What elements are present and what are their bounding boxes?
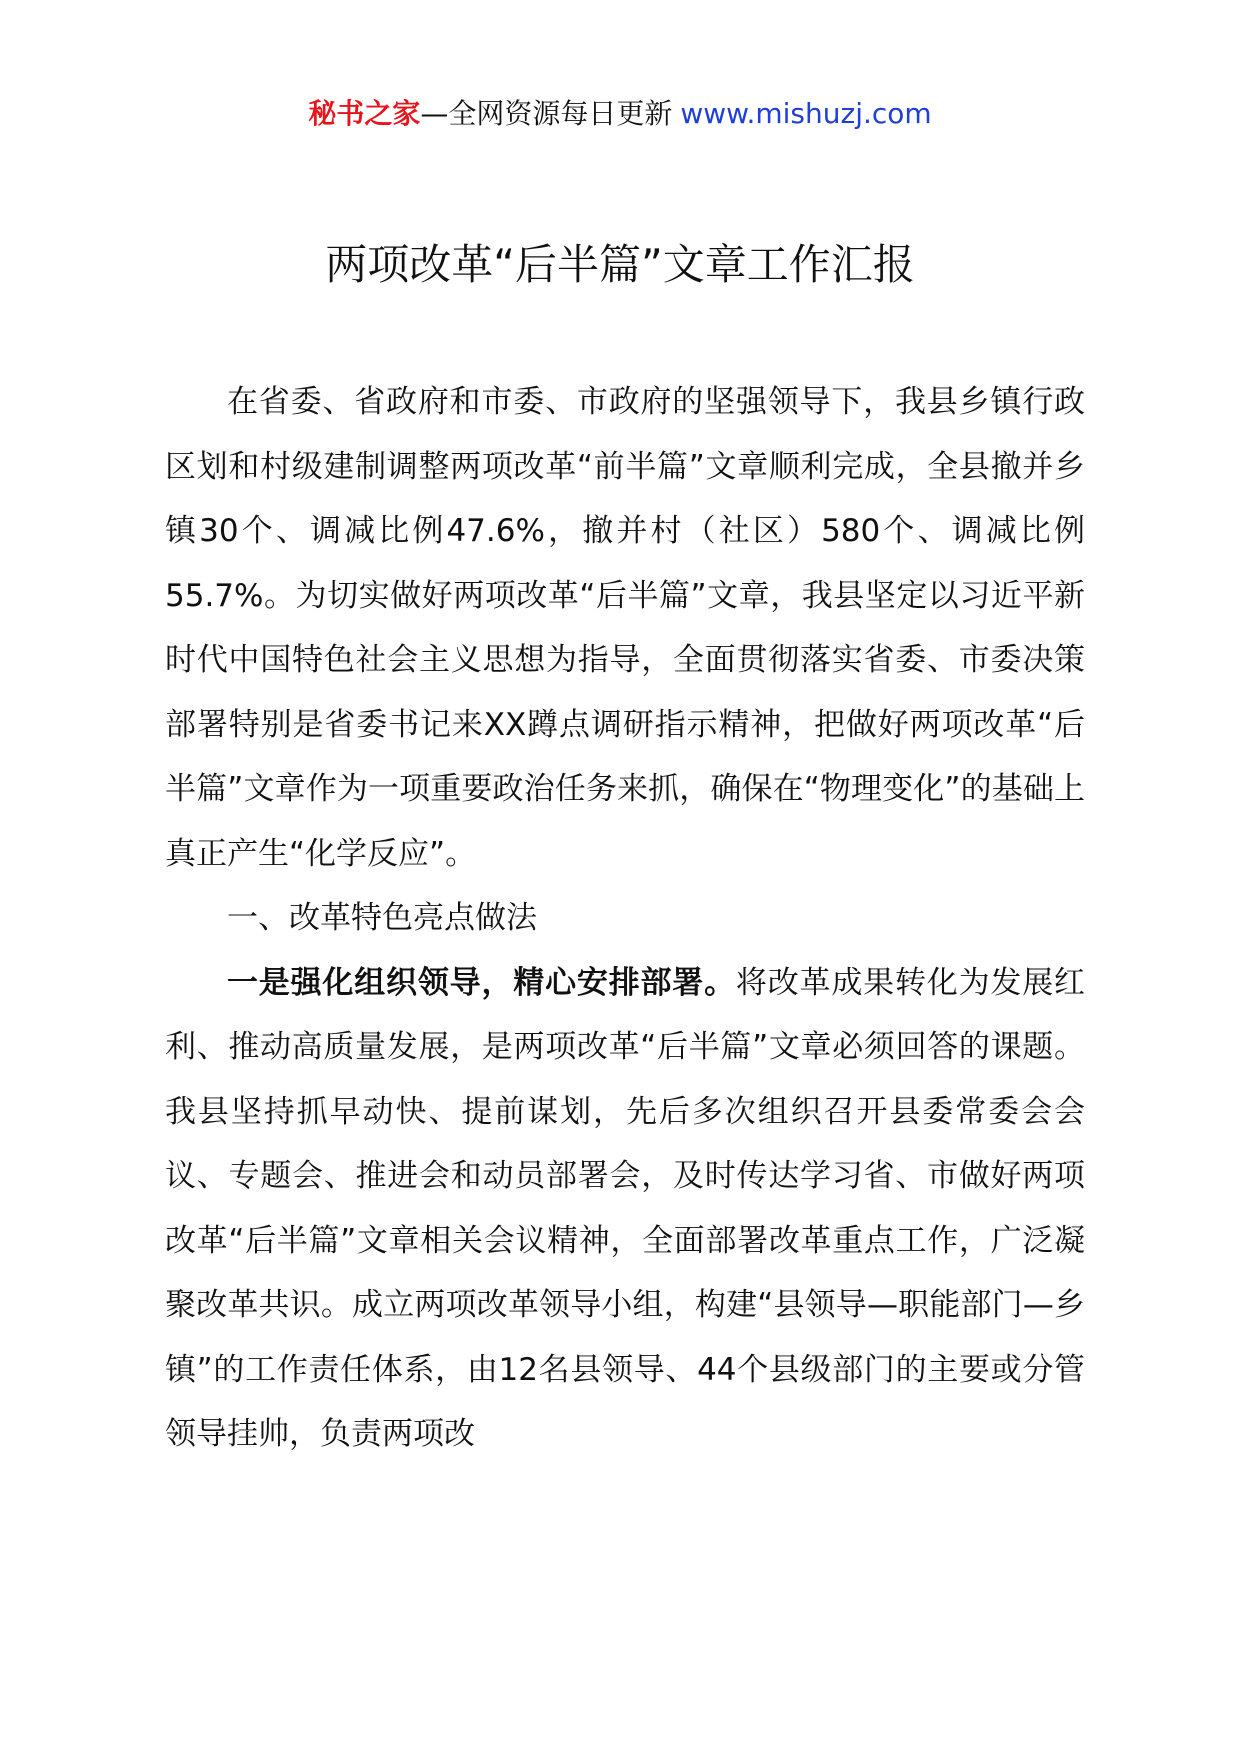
point-one-text: 将改革成果转化为发展红利、推动高质量发展，是两项改革“后半篇”文章必须回答的课题。我县坚持抓早动快、提前谋划，先后多次组织召开县委常委会会议、专题会、推进会和动员部署会，及时传达学习省、市做好两项改革“后半篇”文章相关会议精神，全面部署改革重点工作，广泛凝聚改革共识。成立两项改革领导小组，构建“县领导—职能部门—乡镇”的工作责任体系，由12名县领导、44个县级部门的主要或分管领导挂帅，负责两项改: [165, 964, 1085, 1452]
document-body: [165, 370, 1085, 1467]
header-tagline: —全网资源每日更新: [420, 97, 673, 130]
site-url-link[interactable]: www.mishuzj.com: [680, 97, 932, 130]
document-title: 两项改革“后半篇”文章工作汇报: [325, 240, 915, 289]
point-one-paragraph: [165, 951, 1085, 1467]
intro-paragraph: 在省委、省政府和市委、市政府的坚强领导下，我县乡镇行政区划和村级建制调整两项改革“前半篇”文章顺利完成，全县撤并乡镇30个、调减比例47.6%，撤并村（社区）580个、调减比例55.7%。为切实做好两项改革“后半篇”文章，我县坚定以习近平新时代中国特色社会主义思想为指导，全面贯彻落实省委、市委决策部署特别是省委书记来XX蹲点调研指示精神，把做好两项改革“后半篇”文章作为一项重要政治任务来抓，确保在“物理变化”的基础上真正产生“化学反应”。: [165, 384, 1085, 872]
site-header: [0, 94, 1240, 134]
section-heading: 一、改革特色亮点做法: [227, 900, 537, 936]
brand-name: 秘书之家: [308, 97, 421, 130]
point-one-lead: 一是强化组织领导，精心安排部署。: [227, 964, 736, 1001]
